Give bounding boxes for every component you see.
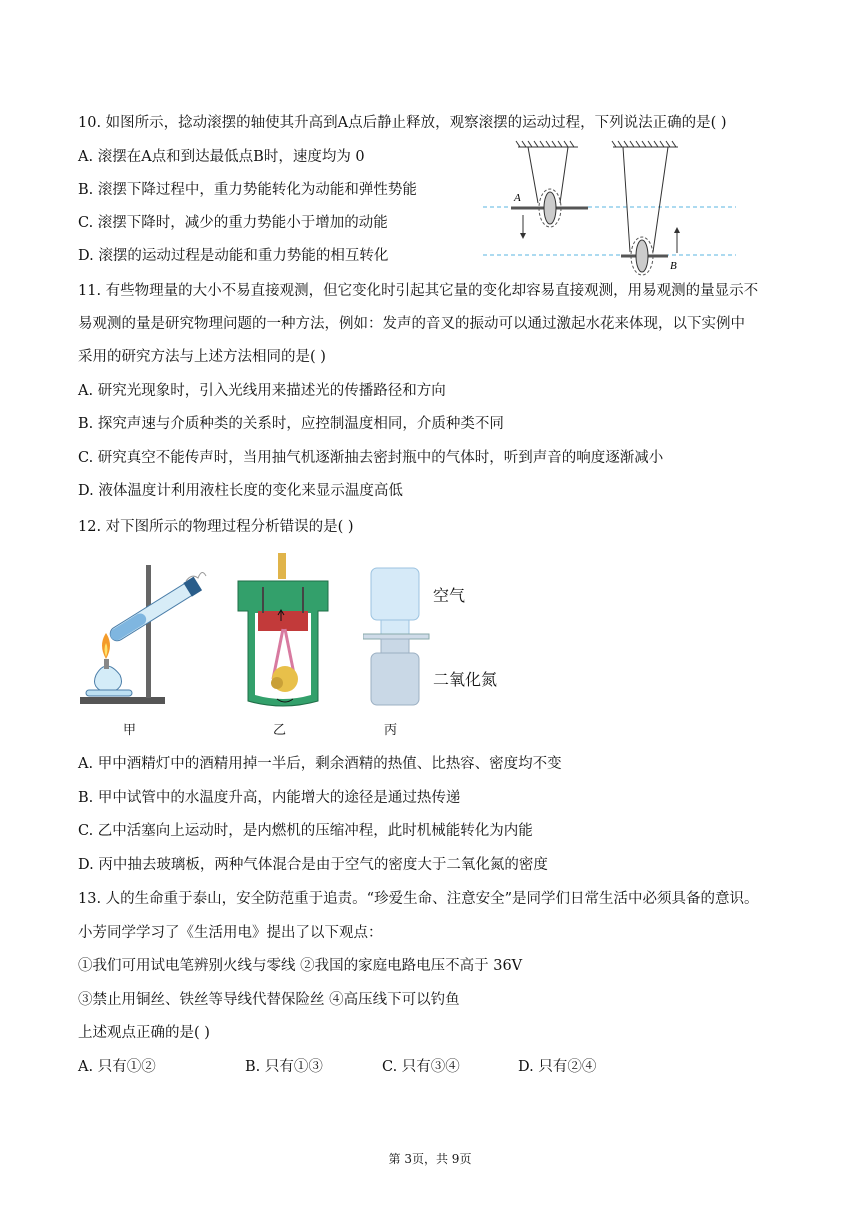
q11-stem-line3: 采用的研究方法与上述方法相同的是( ) bbox=[78, 349, 326, 365]
q13-option-d: D. 只有②④ bbox=[518, 1059, 597, 1075]
q10-option-b: B. 滚摆下降过程中，重力势能转化为动能和弹性势能 bbox=[78, 182, 417, 198]
pendulum-figure bbox=[478, 135, 748, 280]
q13-option-c: C. 只有③④ bbox=[382, 1059, 460, 1075]
label-a: A bbox=[514, 192, 521, 204]
q13-option-b: B. 只有①③ bbox=[245, 1059, 323, 1075]
q12-option-a: A. 甲中酒精灯中的酒精用掉一半后，剩余酒精的热值、比热容、密度均不变 bbox=[78, 756, 562, 772]
q10-stem: 10. 如图所示，捻动滚摆的轴使其升高到A点后静止释放，观察滚摆的运动过程，下列说法正确的是( ) bbox=[78, 115, 727, 131]
q12-stem: 12. 对下图所示的物理过程分析错误的是( ) bbox=[78, 519, 354, 535]
figure-jia bbox=[78, 557, 208, 712]
q10-option-a: A. 滚摆在A点和到达最低点B时，速度均为 0 bbox=[78, 149, 365, 165]
q13-question: 上述观点正确的是( ) bbox=[78, 1025, 210, 1041]
q11-option-b: B. 探究声速与介质种类的关系时，应控制温度相同，介质种类不同 bbox=[78, 416, 504, 432]
figure-yi bbox=[233, 551, 333, 711]
page-footer: 第 3页，共 9页 bbox=[388, 1152, 472, 1166]
q10-option-c: C. 滚摆下降时，减少的重力势能小于增加的动能 bbox=[78, 215, 388, 231]
caption-bing: 丙 bbox=[384, 723, 398, 738]
q10-option-d: D. 滚摆的运动过程是动能和重力势能的相互转化 bbox=[78, 248, 389, 264]
figure-bing bbox=[363, 560, 433, 710]
caption-jia: 甲 bbox=[123, 723, 137, 738]
q11-option-c: C. 研究真空不能传声时，当用抽气机逐渐抽去密封瓶中的气体时，听到声音的响度逐渐减小 bbox=[78, 450, 664, 466]
q13-option-a: A. 只有①② bbox=[78, 1059, 156, 1075]
q11-stem-line2: 易观测的量是研究物理问题的一种方法，例如：发声的音叉的振动可以通过激起水花来体现，以下实例中 bbox=[78, 316, 745, 332]
label-air: 空气 bbox=[433, 586, 466, 605]
q12-option-b: B. 甲中试管中的水温度升高，内能增大的途径是通过热传递 bbox=[78, 790, 461, 806]
q11-option-d: D. 液体温度计利用液柱长度的变化来显示温度高低 bbox=[78, 483, 403, 499]
caption-yi: 乙 bbox=[273, 723, 287, 738]
q12-option-d: D. 丙中抽去玻璃板，两种气体混合是由于空气的密度大于二氧化氮的密度 bbox=[78, 857, 548, 873]
q13-views-3-4: ③禁止用铜丝、铁丝等导线代替保险丝 ④高压线下可以钓鱼 bbox=[78, 992, 460, 1008]
q11-option-a: A. 研究光现象时，引入光线用来描述光的传播路径和方向 bbox=[78, 383, 446, 399]
label-no2: 二氧化氮 bbox=[433, 670, 498, 689]
q11-stem-line1: 11. 有些物理量的大小不易直接观测，但它变化时引起其它量的变化却容易直接观测，用易观测的量显示不 bbox=[78, 283, 759, 299]
q12-option-c: C. 乙中活塞向上运动时，是内燃机的压缩冲程，此时机械能转化为内能 bbox=[78, 823, 533, 839]
q13-stem-line1: 13. 人的生命重于泰山，安全防范重于追责。“珍爱生命、注意安全”是同学们日常生活中必须具备的意识。 bbox=[78, 891, 759, 907]
q13-stem-line2: 小芳同学学习了《生活用电》提出了以下观点： bbox=[78, 925, 383, 941]
q13-views-1-2: ①我们可用试电笔辨别火线与零线 ②我国的家庭电路电压不高于 36V bbox=[78, 958, 523, 974]
label-b: B bbox=[670, 260, 677, 272]
